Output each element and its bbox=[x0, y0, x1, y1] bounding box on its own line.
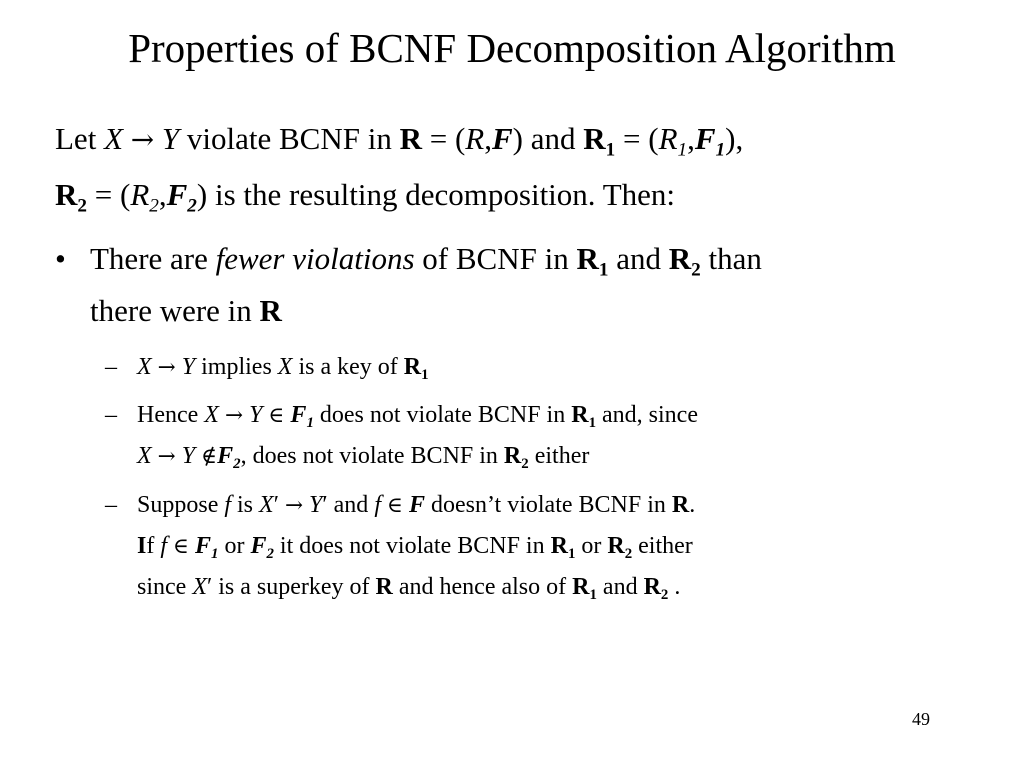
bullet-glyph: • bbox=[55, 241, 66, 276]
slide-title: Properties of BCNF Decomposition Algorithm bbox=[128, 25, 896, 71]
sub-bullet-2-line-2: X → Y $\notin F_2$, does not violate BCNF in $R_2$ either bbox=[137, 443, 590, 473]
sub-bullet-3-line-2: If f ∈ $F_1$ or $F_2$ it does not violate BCNF in $R_1$ or $R_2$ either bbox=[137, 533, 693, 563]
dash-glyph: – bbox=[105, 492, 117, 518]
bullet-line-1: There are fewer violations of BCNF in $R_1$ and $R_2$ than bbox=[90, 241, 762, 281]
intro-line-1: Let X → Y violate BCNF in R = (R,F) and $R_1 = (R_1,F_1)$, bbox=[55, 121, 744, 161]
intro-line-2: $R_2 = (R_2,F_2)$ is the resulting decomposition. Then: bbox=[55, 177, 676, 217]
bullet-line-2: there were in R bbox=[90, 293, 282, 328]
sub-bullet-2-line-1: Hence X → Y ∈ $F_1$ does not violate BCNF in $R_1$ and, since bbox=[137, 402, 698, 432]
sub-bullet-3-line-1: Suppose f is X′ → Y′ and f ∈ F doesn’t violate BCNF in R. bbox=[137, 492, 696, 518]
dash-glyph: – bbox=[105, 402, 117, 428]
sub-bullet-1: X → Y implies X is a key of $R_1$ bbox=[137, 354, 429, 384]
sub-bullet-3-line-3: since X′ is a superkey of R and hence also of $R_1$ and $R_2$ . bbox=[137, 574, 681, 604]
dash-glyph: – bbox=[105, 354, 117, 380]
slide-number: 49 bbox=[912, 709, 930, 729]
